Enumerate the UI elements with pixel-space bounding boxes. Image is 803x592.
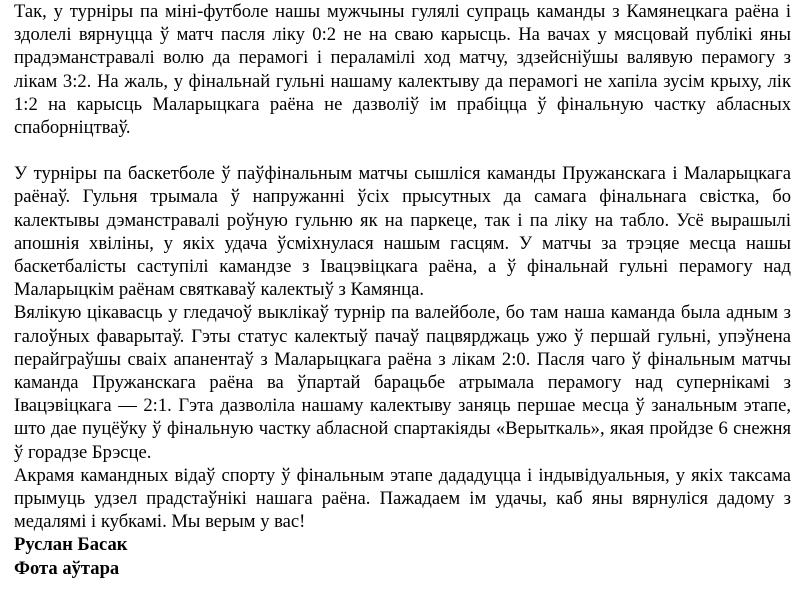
paragraph-basketball: У турніры па баскетболе ў паўфінальным матчы сышліся каманды Пружанскага і Маларыцкага раёнаў. Гульня трымала ў напружанні ўсіх прысутных да самага фінальнага свістка, бо калектывы дэманстравалі роўную гульню як на паркеце, так і па ліку на табло. Усё вырашылі апошнія хвіліны, у якіх удача ўсміхнулася нашым гасцям. У матчы за трэцяе месца нашы баскетбалісты саступілі камандзе з Івацэвіцкага раёна, а ў фінальнай гульні перамогу над Маларыцкім раёнам святкаваў калектыў з Камянца. <box>14 163 791 301</box>
paragraph-mini-football: Так, у турніры па міні-футболе нашы мужчыны гулялі супраць каманды з Камянецкага раёна і здолелі вярнуцца ў матч пасля ліку 0:2 не на сваю карысць. На вачах у мясцовай публікі яны прадэманстравалі волю да перамогі і пераламілі ход матчу, здзейсніўшы валявую перамогу з лікам 3:2. На жаль, у фінальнай гульні нашаму калектыву да перамогі не хапіла зусім крыху, лік 1:2 на карысць Маларыцкага раёна не дазволіў ім прабіцца ў фінальную частку абласных спаборніцтваў. <box>14 1 791 139</box>
photo-credit: Фота аўтара <box>14 557 120 579</box>
paragraph-volleyball: Вялікую цікавасць у гледачоў выклікаў турнір па валейболе, бо там наша каманда была адным з галоўных фаварытаў. Гэты статус калектыў пачаў пацвярджаць ужо ў першай гульні, упэўнена перайграўшы сваіх апанентаў з Маларыцкага раёна з лікам 2:0. Пасля чаго ў фінальным матчы каманда Пружанскага раёна ва ўпартай барацьбе атрымала перамогу над супернікамі з Івацэвіцкага — 2:1. Гэта дазволіла нашаму калектыву заняць першае месца ў занальным этапе, што дае пуцёўку ў фінальную частку абласной спартакіяды «Верыткаль», якая пройдзе 6 снежня ў горадзе Брэсце. <box>14 302 791 463</box>
author-name: Руслан Басак <box>14 534 128 556</box>
paragraph-individual-sports: Акрамя камандных відаў спорту ў фінальным этапе дададуцца і індывідуальныя, у якіх таксама прымуць удзел прадстаўнікі нашага раёна. Пажадаем ім удачы, каб яны вярнуліся дадому з медалямі і кубкамі. Мы верым у вас! <box>14 464 791 533</box>
paragraph-spacer <box>14 139 791 162</box>
article-body <box>14 0 791 580</box>
